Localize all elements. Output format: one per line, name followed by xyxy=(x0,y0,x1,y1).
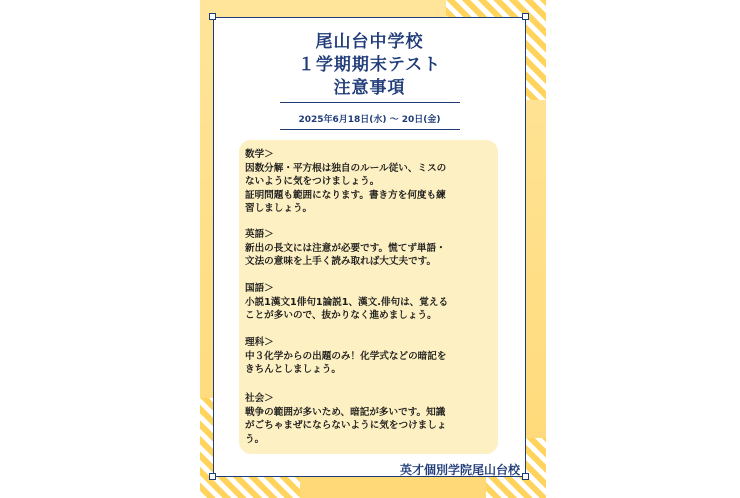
title-notes: 注意事項 xyxy=(333,78,406,98)
frame-corner-top-right xyxy=(522,13,529,20)
section-science xyxy=(245,336,495,377)
section-math xyxy=(245,148,495,216)
section-line: きちんとしましょう。 xyxy=(245,364,341,375)
section-line: 戦争の範囲が多いため、暗記が多いです。知識 xyxy=(245,406,446,418)
section-line: 文法の意味を上手く読み取れば大丈夫です。 xyxy=(245,256,437,267)
section-english xyxy=(245,228,495,269)
title-test: １学期期末テスト xyxy=(297,55,442,75)
test-date-range: 2025年6月18日(水) ～ 20日(金) xyxy=(298,115,441,125)
section-line: 因数分解・平方根は独自のルール従い、ミスの xyxy=(245,162,447,174)
divider-bottom xyxy=(280,129,460,130)
section-heading: 理科＞ xyxy=(245,337,274,348)
frame-corner-bottom-right xyxy=(522,473,529,480)
section-heading: 英語＞ xyxy=(245,229,274,240)
title-school: 尾山台中学校 xyxy=(315,32,424,52)
section-japanese xyxy=(245,282,495,323)
section-line: 中３化学からの出題のみ！化学式などの暗記を xyxy=(245,350,447,362)
section-heading: 数学＞ xyxy=(245,149,274,160)
divider-top xyxy=(280,102,460,103)
section-line: がごちゃまぜにならないように気をつけましょ xyxy=(245,420,447,431)
frame-corner-bottom-left xyxy=(209,473,216,480)
section-heading: 国語＞ xyxy=(245,283,274,294)
section-line: う。 xyxy=(245,433,265,445)
section-line: 小説1漢文1俳句1論説1、漢文.俳句は、覚える xyxy=(245,296,449,308)
section-line: 習しましょう。 xyxy=(245,203,313,214)
section-social xyxy=(245,392,495,446)
section-heading: 社会＞ xyxy=(245,393,274,404)
frame-corner-top-left xyxy=(209,13,216,20)
section-line: 証明問題も範囲になります。書き方を何度も練 xyxy=(245,189,446,201)
school-name-footer: 英才個別学院尾山台校 xyxy=(399,463,520,477)
section-line: ことが多いので、抜かりなく進めましょう。 xyxy=(245,310,437,321)
section-line: ないように気をつけましょう。 xyxy=(245,176,380,187)
section-line: 新出の長文には注意が必要です。慌てず単語・ xyxy=(245,242,446,254)
